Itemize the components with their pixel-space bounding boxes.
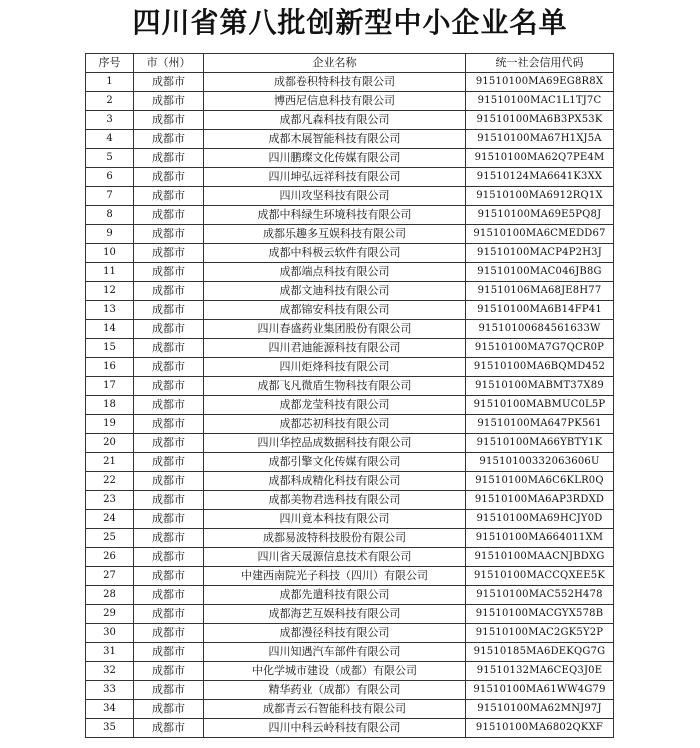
page-title: 四川省第八批创新型中小企业名单 [132,6,568,39]
table-row [86,662,614,681]
table-row [86,510,614,529]
row-credit-code: 91510100332063606U [466,453,614,472]
row-index: 30 [86,624,134,643]
row-city: 成都市 [134,434,204,453]
table-row [86,206,614,225]
table-row [86,282,614,301]
row-credit-code: 91510100MACGYX578B [466,605,614,624]
row-credit-code: 91510100MA6B3PX53K [466,111,614,130]
row-index: 14 [86,320,134,339]
row-index: 33 [86,681,134,700]
table-row [86,339,614,358]
row-index: 4 [86,130,134,149]
row-index: 1 [86,73,134,92]
row-city: 成都市 [134,510,204,529]
table-row [86,263,614,282]
row-credit-code: 91510100MA61WW4G79 [466,681,614,700]
row-credit-code: 91510100MABMUC0L5P [466,396,614,415]
table-row [86,643,614,662]
table-row [86,130,614,149]
row-city: 成都市 [134,453,204,472]
row-company-name: 四川省天晟源信息技术有限公司 [204,548,466,567]
row-company-name: 成都龙莹科技有限公司 [204,396,466,415]
row-company-name: 四川坤弘远祥科技有限公司 [204,168,466,187]
table-row [86,586,614,605]
row-index: 28 [86,586,134,605]
row-credit-code: 91510100MAC1L1TJ7C [466,92,614,111]
row-index: 21 [86,453,134,472]
enterprise-table [85,53,614,738]
row-credit-code: 91510100MA6CMEDD67 [466,225,614,244]
row-company-name: 精华药业（成都）有限公司 [204,681,466,700]
row-index: 6 [86,168,134,187]
table-row [86,719,614,738]
row-company-name: 成都芯初科技有限公司 [204,415,466,434]
row-company-name: 成都易波特科技股份有限公司 [204,529,466,548]
row-credit-code: 91510100MA62Q7PE4M [466,149,614,168]
row-index: 27 [86,567,134,586]
row-city: 成都市 [134,358,204,377]
row-city: 成都市 [134,567,204,586]
row-index: 26 [86,548,134,567]
row-index: 3 [86,111,134,130]
row-credit-code: 91510100MA69E5PQ8J [466,206,614,225]
row-city: 成都市 [134,225,204,244]
table-row [86,396,614,415]
row-city: 成都市 [134,377,204,396]
row-index: 17 [86,377,134,396]
row-city: 成都市 [134,529,204,548]
row-city: 成都市 [134,206,204,225]
table-body [86,73,614,738]
row-credit-code: 91510100684561633W [466,320,614,339]
row-city: 成都市 [134,624,204,643]
row-index: 34 [86,700,134,719]
table-row [86,377,614,396]
row-city: 成都市 [134,491,204,510]
row-city: 成都市 [134,472,204,491]
row-company-name: 成都文迪科技有限公司 [204,282,466,301]
row-credit-code: 91510100MAC2GK5Y2P [466,624,614,643]
row-city: 成都市 [134,111,204,130]
row-company-name: 成都中科极云软件有限公司 [204,244,466,263]
row-city: 成都市 [134,244,204,263]
row-index: 5 [86,149,134,168]
row-city: 成都市 [134,415,204,434]
row-city: 成都市 [134,168,204,187]
row-company-name: 四川春盛药业集团股份有限公司 [204,320,466,339]
row-credit-code: 91510100MA7G7QCR0P [466,339,614,358]
row-credit-code: 91510100MA6912RQ1X [466,187,614,206]
table-row [86,415,614,434]
table-row [86,472,614,491]
row-company-name: 中建西南院光子科技（四川）有限公司 [204,567,466,586]
row-credit-code: 91510100MA6C6KLR0Q [466,472,614,491]
row-credit-code: 91510100MA647PK561 [466,415,614,434]
table-row [86,529,614,548]
row-index: 2 [86,92,134,111]
row-credit-code: 91510100MACP4P2H3J [466,244,614,263]
table-row [86,624,614,643]
row-city: 成都市 [134,396,204,415]
row-credit-code: 91510100MAC046JB8G [466,263,614,282]
table-row [86,168,614,187]
row-company-name: 成都科成精化科技有限公司 [204,472,466,491]
row-credit-code: 91510100MA6B14FP41 [466,301,614,320]
row-index: 22 [86,472,134,491]
row-index: 13 [86,301,134,320]
row-city: 成都市 [134,320,204,339]
row-credit-code: 91510100MABMT37X89 [466,377,614,396]
table-row [86,320,614,339]
row-credit-code: 91510106MA68JE8H77 [466,282,614,301]
row-index: 7 [86,187,134,206]
row-city: 成都市 [134,719,204,738]
header-city: 市（州） [134,54,204,73]
row-company-name: 四川竟本科技有限公司 [204,510,466,529]
row-city: 成都市 [134,643,204,662]
row-company-name: 成都漫径科技有限公司 [204,624,466,643]
row-credit-code: 91510100MAC552H478 [466,586,614,605]
row-company-name: 成都先遣科技有限公司 [204,586,466,605]
row-company-name: 成都青云石智能科技有限公司 [204,700,466,719]
row-company-name: 成都锦安科技有限公司 [204,301,466,320]
table-row [86,605,614,624]
table-row [86,434,614,453]
row-company-name: 成都海艺互娱科技有限公司 [204,605,466,624]
row-credit-code: 91510100MA6BQMD452 [466,358,614,377]
row-credit-code: 91510100MA67H1XJ5A [466,130,614,149]
row-company-name: 四川攻坚科技有限公司 [204,187,466,206]
table-row [86,149,614,168]
row-company-name: 成都中科绿生环境科技有限公司 [204,206,466,225]
table-header-row [86,54,614,73]
table-row [86,187,614,206]
row-company-name: 四川知遇汽车部件有限公司 [204,643,466,662]
row-company-name: 成都端点科技有限公司 [204,263,466,282]
row-company-name: 成都美物君选科技有限公司 [204,491,466,510]
row-company-name: 四川中科云岭科技有限公司 [204,719,466,738]
row-credit-code: 91510124MA6641K3XX [466,168,614,187]
row-city: 成都市 [134,73,204,92]
row-index: 19 [86,415,134,434]
row-company-name: 成都凡森科技有限公司 [204,111,466,130]
row-city: 成都市 [134,339,204,358]
table-row [86,681,614,700]
row-company-name: 成都飞凡微盾生物科技有限公司 [204,377,466,396]
row-city: 成都市 [134,301,204,320]
row-credit-code: 91510100MA62MNJ97J [466,700,614,719]
row-company-name: 四川君迪能源科技有限公司 [204,339,466,358]
table-row [86,73,614,92]
row-company-name: 成都卷积特科技有限公司 [204,73,466,92]
row-company-name: 四川鹏璨文化传媒有限公司 [204,149,466,168]
table-row [86,92,614,111]
row-index: 9 [86,225,134,244]
row-index: 8 [86,206,134,225]
row-company-name: 博西尼信息科技有限公司 [204,92,466,111]
row-company-name: 中化学城市建设（成都）有限公司 [204,662,466,681]
row-city: 成都市 [134,662,204,681]
row-credit-code: 91510100MA6802QKXF [466,719,614,738]
row-credit-code: 91510185MA6DEKQG7G [466,643,614,662]
row-index: 11 [86,263,134,282]
row-city: 成都市 [134,605,204,624]
row-credit-code: 91510100MA69EG8R8X [466,73,614,92]
table-row [86,301,614,320]
row-credit-code: 91510100MAACNJBDXG [466,548,614,567]
row-index: 12 [86,282,134,301]
table-row [86,111,614,130]
row-credit-code: 91510100MACCQXEE5K [466,567,614,586]
row-index: 31 [86,643,134,662]
row-city: 成都市 [134,263,204,282]
row-company-name: 四川华控品成数据科技有限公司 [204,434,466,453]
row-city: 成都市 [134,92,204,111]
table-row [86,225,614,244]
row-city: 成都市 [134,282,204,301]
row-index: 15 [86,339,134,358]
table-row [86,453,614,472]
row-index: 24 [86,510,134,529]
row-company-name: 成都引擎文化传媒有限公司 [204,453,466,472]
row-city: 成都市 [134,681,204,700]
row-index: 32 [86,662,134,681]
row-index: 20 [86,434,134,453]
row-city: 成都市 [134,548,204,567]
row-index: 16 [86,358,134,377]
row-index: 35 [86,719,134,738]
row-company-name: 四川炬烽科技有限公司 [204,358,466,377]
row-credit-code: 91510100MA66YBTY1K [466,434,614,453]
row-city: 成都市 [134,187,204,206]
row-company-name: 成都乐趣多互娱科技有限公司 [204,225,466,244]
row-index: 10 [86,244,134,263]
row-credit-code: 91510100MA69HCJY0D [466,510,614,529]
row-index: 18 [86,396,134,415]
row-city: 成都市 [134,586,204,605]
header-index: 序号 [86,54,134,73]
table-row [86,700,614,719]
row-credit-code: 91510132MA6CEQ3J0E [466,662,614,681]
row-credit-code: 91510100MA6AP3RDXD [466,491,614,510]
table-row [86,567,614,586]
row-index: 25 [86,529,134,548]
table-row [86,244,614,263]
table-row [86,358,614,377]
row-city: 成都市 [134,130,204,149]
row-index: 29 [86,605,134,624]
row-city: 成都市 [134,149,204,168]
row-credit-code: 91510100MA664011XM [466,529,614,548]
row-city: 成都市 [134,700,204,719]
row-index: 23 [86,491,134,510]
table-row [86,491,614,510]
header-company-name: 企业名称 [204,54,466,73]
header-credit-code: 统一社会信用代码 [466,54,614,73]
row-company-name: 成都木展智能科技有限公司 [204,130,466,149]
table-row [86,548,614,567]
